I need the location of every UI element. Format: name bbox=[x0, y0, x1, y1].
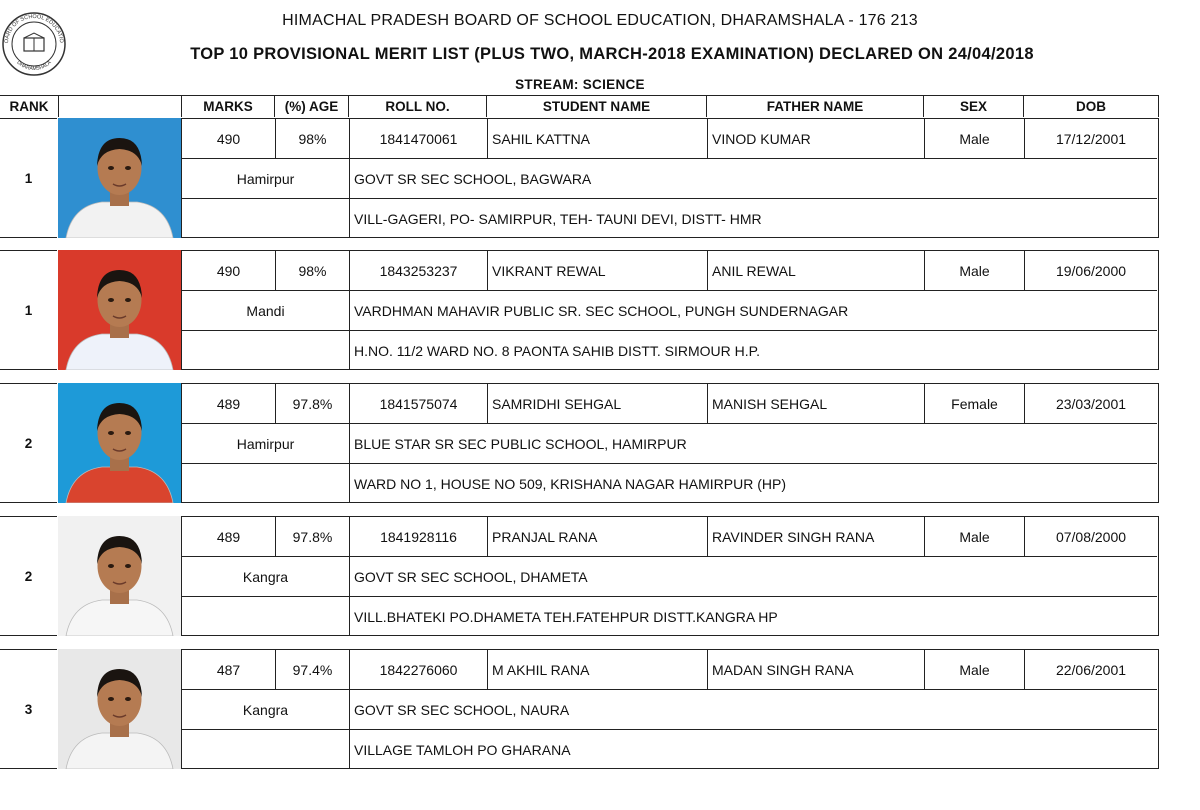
marks-cell: 487 bbox=[216, 662, 241, 678]
percent-cell: 98% bbox=[275, 119, 349, 159]
percent-cell: 97.8% bbox=[275, 384, 349, 424]
student-name-cell: PRANJAL RANA bbox=[487, 517, 707, 557]
rank-cell: 1 bbox=[0, 250, 57, 370]
student-photo bbox=[58, 118, 181, 238]
student-details bbox=[181, 250, 1159, 370]
dob-cell: 23/03/2001 bbox=[1024, 384, 1157, 424]
district-cell: Hamirpur bbox=[182, 423, 349, 463]
student-portrait-image bbox=[58, 516, 181, 636]
board-heading: HIMACHAL PRADESH BOARD OF SCHOOL EDUCATION, DHARAMSHALA - 176 213 bbox=[282, 12, 918, 29]
father-name-cell: VINOD KUMAR bbox=[707, 119, 924, 159]
rank-cell: 2 bbox=[0, 383, 57, 503]
student-name-cell: M AKHIL RANA bbox=[487, 650, 707, 690]
svg-text:BOARD OF SCHOOL EDUCATION: OARD OF SCHOOL EDUCATIO bbox=[3, 13, 65, 44]
sex-cell: Female bbox=[924, 384, 1024, 424]
school-cell: BLUE STAR SR SEC PUBLIC SCHOOL, HAMIRPUR bbox=[349, 423, 1157, 463]
address-cell: H.NO. 11/2 WARD NO. 8 PAONTA SAHIB DISTT. SIRMOUR H.P. bbox=[349, 330, 1157, 370]
blank-cell bbox=[182, 463, 349, 503]
student-details bbox=[181, 649, 1159, 769]
school-cell: GOVT SR SEC SCHOOL, DHAMETA bbox=[349, 556, 1157, 596]
percent-cell: 97.4% bbox=[275, 650, 349, 690]
col-father-name: FATHER NAME bbox=[706, 95, 923, 117]
address-cell: VILL-GAGERI, PO- SAMIRPUR, TEH- TAUNI DEVI, DISTT- HMR bbox=[349, 198, 1157, 238]
roll-no-cell: 1841470061 bbox=[349, 119, 487, 159]
table-header-row bbox=[0, 95, 1159, 119]
student-row bbox=[0, 118, 1159, 238]
col-dob: DOB bbox=[1023, 95, 1159, 117]
rank-cell: 2 bbox=[0, 516, 57, 636]
student-row bbox=[0, 250, 1159, 370]
roll-no-cell: 1843253237 bbox=[349, 251, 487, 291]
roll-no-cell: 1842276060 bbox=[349, 650, 487, 690]
student-photo bbox=[58, 383, 181, 503]
student-photo bbox=[58, 250, 181, 370]
percent-cell: 97.8% bbox=[275, 517, 349, 557]
student-details bbox=[181, 383, 1159, 503]
blank-cell bbox=[182, 330, 349, 370]
student-photo bbox=[58, 649, 181, 769]
school-cell: GOVT SR SEC SCHOOL, BAGWARA bbox=[349, 158, 1157, 198]
sex-cell: Male bbox=[924, 251, 1024, 291]
col-photo bbox=[58, 95, 181, 117]
address-cell: VILL.BHATEKI PO.DHAMETA TEH.FATEHPUR DISTT.KANGRA HP bbox=[349, 596, 1157, 636]
merit-list-title: TOP 10 PROVISIONAL MERIT LIST (PLUS TWO, MARCH-2018 EXAMINATION) DECLARED ON 24/04/2018 bbox=[190, 45, 1034, 63]
father-name-cell: RAVINDER SINGH RANA bbox=[707, 517, 924, 557]
col-roll: ROLL NO. bbox=[348, 95, 486, 117]
district-cell: Kangra bbox=[182, 556, 349, 596]
student-details bbox=[181, 118, 1159, 238]
student-photo bbox=[58, 516, 181, 636]
svg-text:DHARAMSHALA: DHARAMSHALA bbox=[15, 59, 53, 73]
blank-cell bbox=[182, 198, 349, 238]
blank-cell bbox=[182, 729, 349, 769]
marks-cell: 490 bbox=[216, 131, 241, 147]
marks-cell: 489 bbox=[216, 396, 241, 412]
dob-cell: 22/06/2001 bbox=[1024, 650, 1157, 690]
sex-cell: Male bbox=[924, 650, 1024, 690]
address-cell: VILLAGE TAMLOH PO GHARANA bbox=[349, 729, 1157, 769]
sex-cell: Male bbox=[924, 517, 1024, 557]
address-cell: WARD NO 1, HOUSE NO 509, KRISHANA NAGAR HAMIRPUR (HP) bbox=[349, 463, 1157, 503]
col-student-name: STUDENT NAME bbox=[486, 95, 706, 117]
dob-cell: 19/06/2000 bbox=[1024, 251, 1157, 291]
student-details bbox=[181, 516, 1159, 636]
student-portrait-image bbox=[58, 649, 181, 769]
col-percent: (%) AGE bbox=[274, 95, 348, 117]
district-cell: Hamirpur bbox=[182, 158, 349, 198]
father-name-cell: MADAN SINGH RANA bbox=[707, 650, 924, 690]
col-rank: RANK bbox=[0, 95, 58, 117]
student-name-cell: SAHIL KATTNA bbox=[487, 119, 707, 159]
school-cell: GOVT SR SEC SCHOOL, NAURA bbox=[349, 689, 1157, 729]
father-name-cell: MANISH SEHGAL bbox=[707, 384, 924, 424]
student-row bbox=[0, 383, 1159, 503]
marks-cell: 490 bbox=[216, 263, 241, 279]
student-portrait-image bbox=[58, 118, 181, 238]
student-name-cell: VIKRANT REWAL bbox=[487, 251, 707, 291]
school-cell: VARDHMAN MAHAVIR PUBLIC SR. SEC SCHOOL, PUNGH SUNDERNAGAR bbox=[349, 290, 1157, 330]
col-sex: SEX bbox=[923, 95, 1023, 117]
student-portrait-image bbox=[58, 383, 181, 503]
blank-cell bbox=[182, 596, 349, 636]
rank-cell: 1 bbox=[0, 118, 57, 238]
student-portrait-image bbox=[58, 250, 181, 370]
percent-cell: 98% bbox=[275, 251, 349, 291]
student-row bbox=[0, 649, 1159, 769]
district-cell: Mandi bbox=[182, 290, 349, 330]
dob-cell: 07/08/2000 bbox=[1024, 517, 1157, 557]
sex-cell: Male bbox=[924, 119, 1024, 159]
roll-no-cell: 1841928116 bbox=[349, 517, 487, 557]
district-cell: Kangra bbox=[182, 689, 349, 729]
roll-no-cell: 1841575074 bbox=[349, 384, 487, 424]
marks-cell: 489 bbox=[216, 529, 241, 545]
rank-cell: 3 bbox=[0, 649, 57, 769]
dob-cell: 17/12/2001 bbox=[1024, 119, 1157, 159]
col-marks: MARKS bbox=[181, 95, 274, 117]
student-name-cell: SAMRIDHI SEHGAL bbox=[487, 384, 707, 424]
student-row bbox=[0, 516, 1159, 636]
stream-label: STREAM: SCIENCE bbox=[515, 77, 645, 92]
father-name-cell: ANIL REWAL bbox=[707, 251, 924, 291]
